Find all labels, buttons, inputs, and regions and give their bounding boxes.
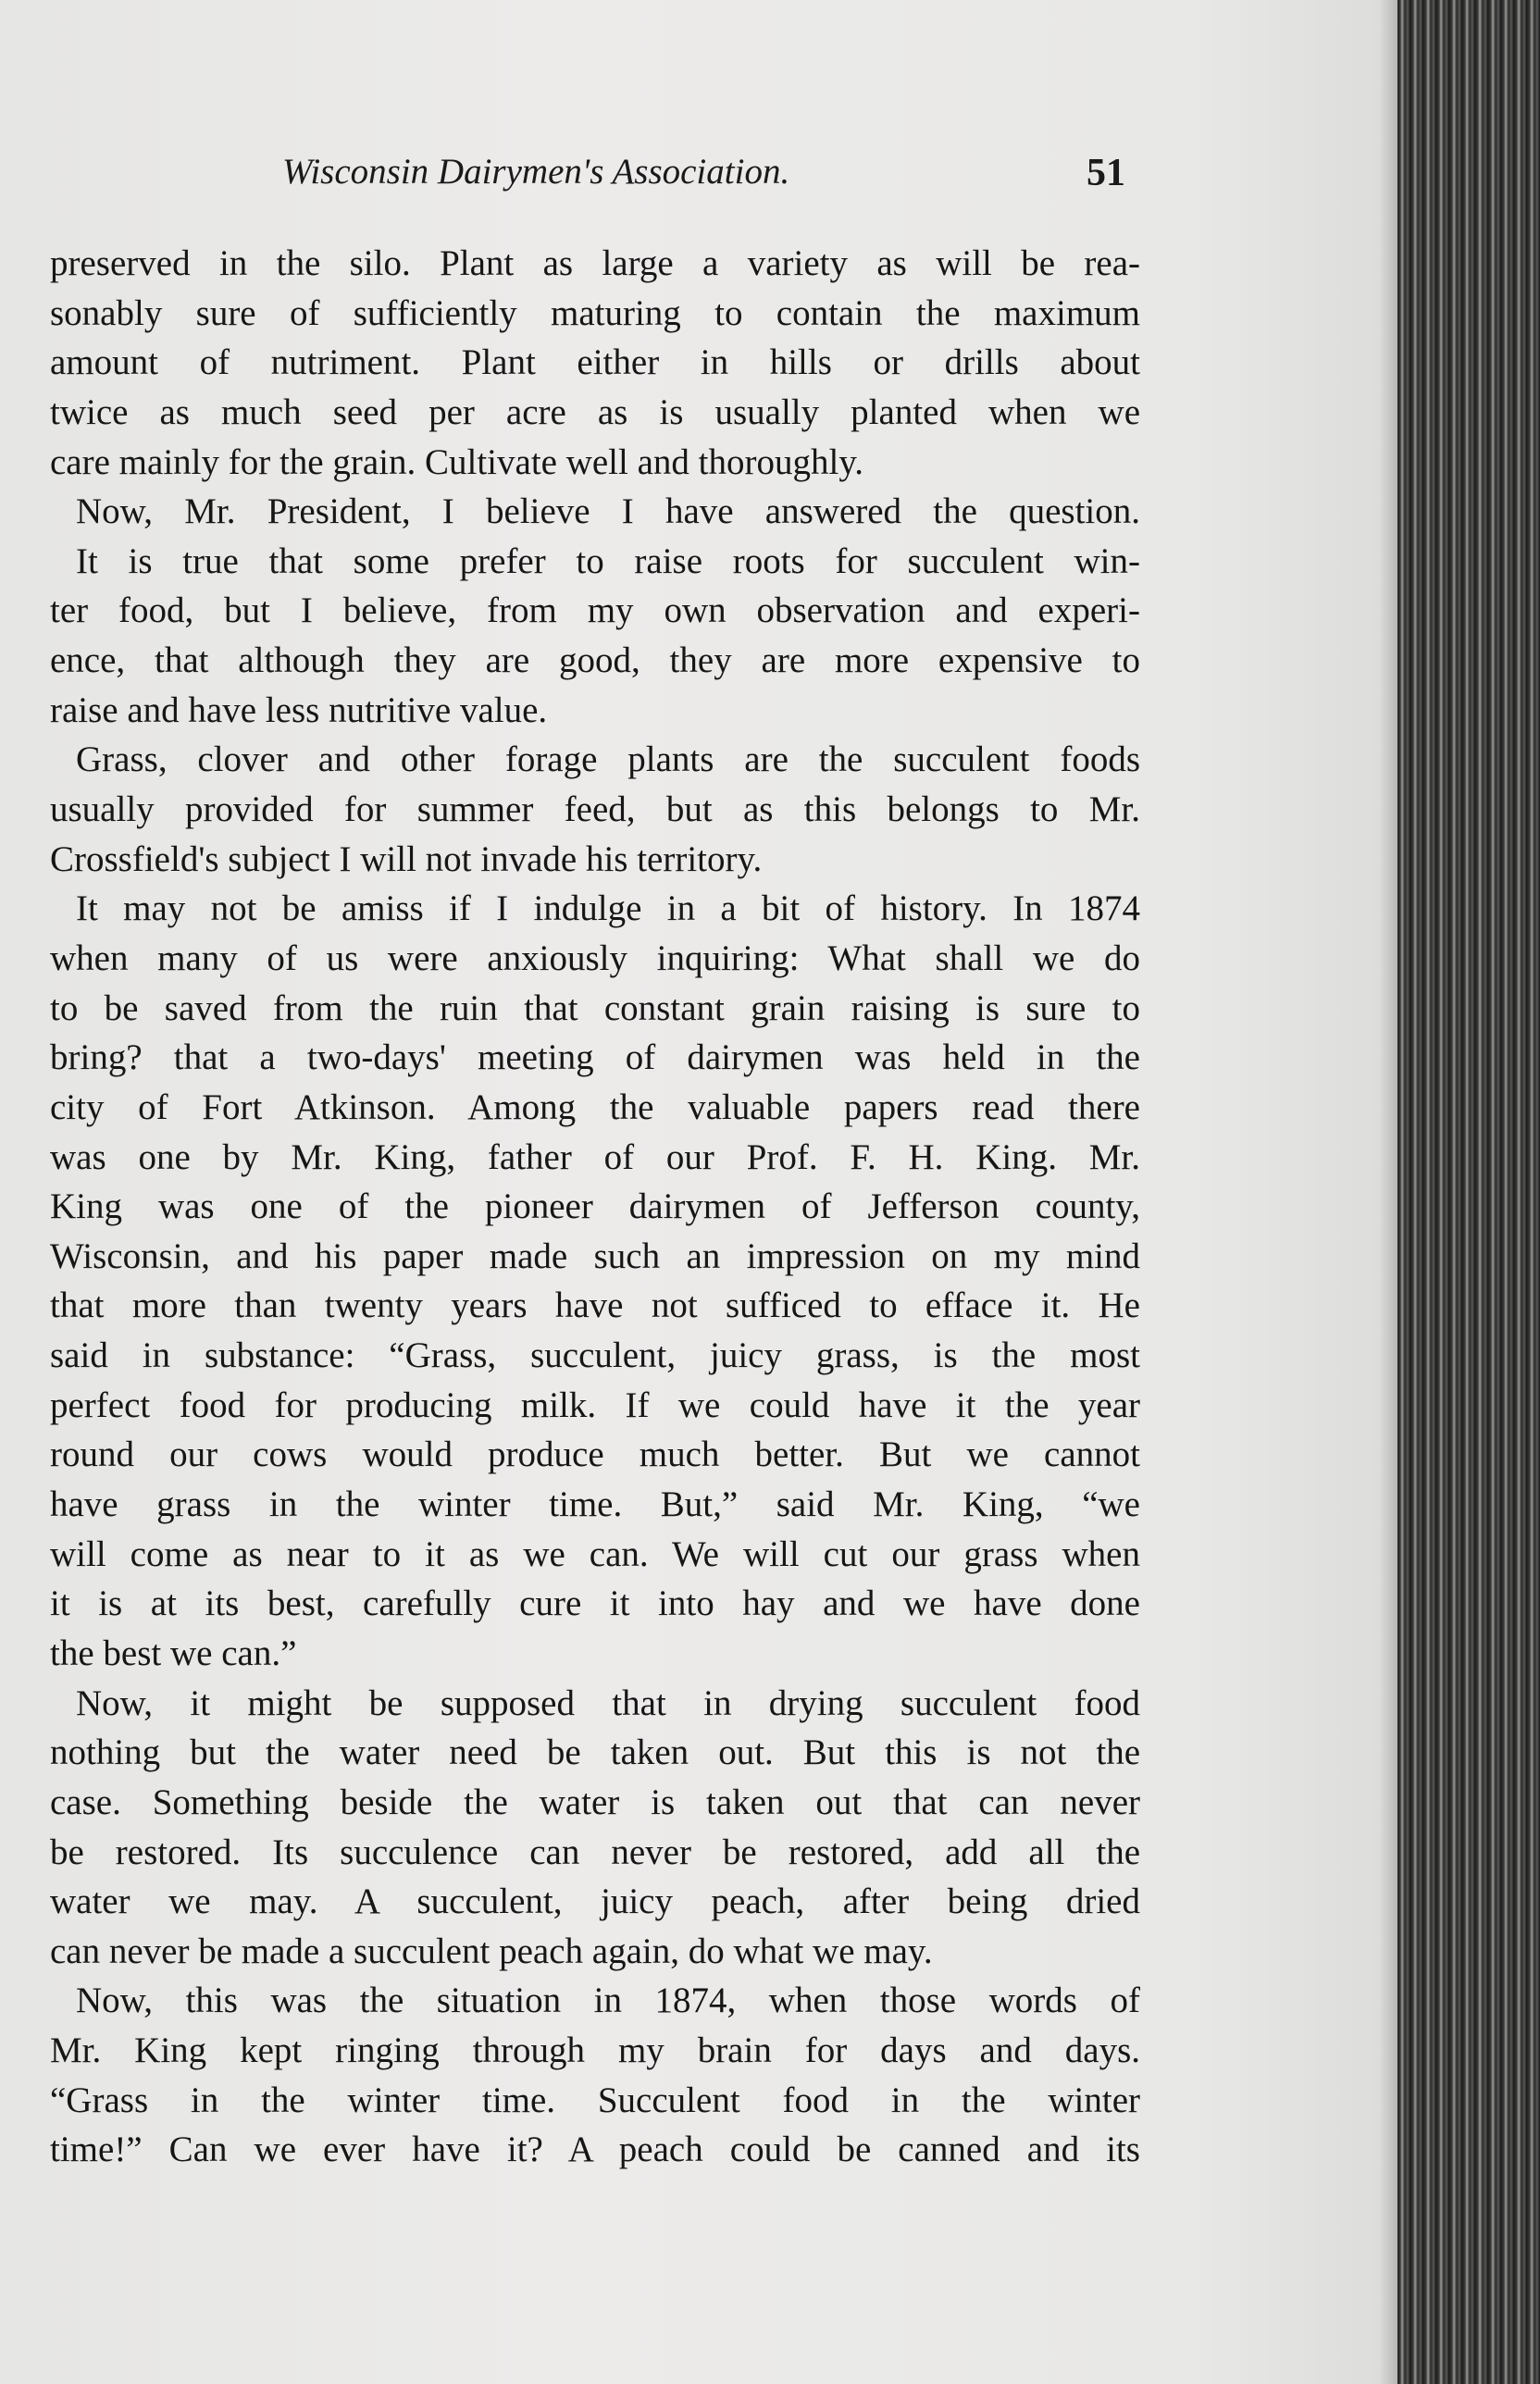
page-number: 51	[1087, 152, 1125, 194]
text-line: when many of us were anxiously inquiring: What shall we do	[50, 937, 1140, 978]
text-line: preserved in the silo. Plant as large a variety as will be rea-	[50, 243, 1140, 283]
text-line: Grass, clover and other forage plants are the succulent foods	[76, 739, 1140, 780]
text-line: city of Fort Atkinson. Among the valuable papers read there	[50, 1086, 1140, 1127]
text-line: said in substance: “Grass, succulent, juicy grass, is the most	[50, 1335, 1140, 1376]
text-line: case. Something beside the water is taken out that can never	[50, 1782, 1140, 1822]
text-line: Now, Mr. President, I believe I have answered the question.	[76, 491, 1140, 532]
text-line: nothing but the water need be taken out. But this is not the	[50, 1732, 1140, 1773]
text-line: water we may. A succulent, juicy peach, after being dried	[50, 1881, 1140, 1922]
text-line: Now, it might be supposed that in drying succulent food	[76, 1682, 1140, 1723]
text-line: can never be made a succulent peach again, do what we may.	[50, 1931, 933, 1971]
text-line: twice as much seed per acre as is usually planted when we	[50, 391, 1140, 432]
text-line: It may not be amiss if I indulge in a bit of history. In 1874	[76, 888, 1140, 929]
text-line: Mr. King kept ringing through my brain for days and days.	[50, 2030, 1140, 2071]
text-line: sonably sure of sufficiently maturing to contain the maximum	[50, 292, 1140, 333]
text-line: King was one of the pioneer dairymen of Jefferson county,	[50, 1186, 1140, 1227]
text-line: “Grass in the winter time. Succulent food in the winter	[50, 2080, 1140, 2120]
text-line: the best we can.”	[50, 1633, 297, 1673]
text-line: perfect food for producing milk. If we could have it the year	[50, 1384, 1140, 1425]
running-title: Wisconsin Dairymen's Association.	[282, 152, 790, 192]
text-line: round our cows would produce much better. But we cannot	[50, 1434, 1140, 1475]
text-line: usually provided for summer feed, but as this belongs to Mr.	[50, 789, 1140, 830]
body-text	[50, 239, 1140, 2175]
text-line: have grass in the winter time. But,” said Mr. King, “we	[50, 1484, 1140, 1525]
text-line: that more than twenty years have not sufficed to efface it. He	[50, 1285, 1140, 1326]
text-line: Crossfield's subject I will not invade his territory.	[50, 838, 763, 879]
text-line: will come as near to it as we can. We will cut our grass when	[50, 1533, 1140, 1574]
text-line: raise and have less nutritive value.	[50, 689, 548, 730]
text-line: care mainly for the grain. Cultivate well and thoroughly.	[50, 441, 864, 482]
text-line: ence, that although they are good, they are more expensive to	[50, 640, 1140, 681]
running-header	[0, 151, 1397, 206]
text-line: bring? that a two-days' meeting of dairymen was held in the	[50, 1037, 1140, 1078]
text-line: amount of nutriment. Plant either in hills or drills about	[50, 342, 1140, 383]
text-line: time!” Can we ever have it? A peach could be canned and its	[50, 2129, 1140, 2170]
text-line: to be saved from the ruin that constant grain raising is sure to	[50, 987, 1140, 1028]
text-line: ter food, but I believe, from my own observation and experi-	[50, 590, 1140, 631]
book-page-edges	[1397, 0, 1540, 2384]
text-line: It is true that some prefer to raise roots for succulent win-	[76, 540, 1140, 581]
text-line: it is at its best, carefully cure it into hay and we have done	[50, 1583, 1140, 1624]
text-line: Wisconsin, and his paper made such an impression on my mind	[50, 1235, 1140, 1276]
text-line: was one by Mr. King, father of our Prof. F. H. King. Mr.	[50, 1136, 1140, 1177]
text-line: Now, this was the situation in 1874, when those words of	[76, 1980, 1140, 2021]
text-line: be restored. Its succulence can never be restored, add all the	[50, 1831, 1140, 1872]
